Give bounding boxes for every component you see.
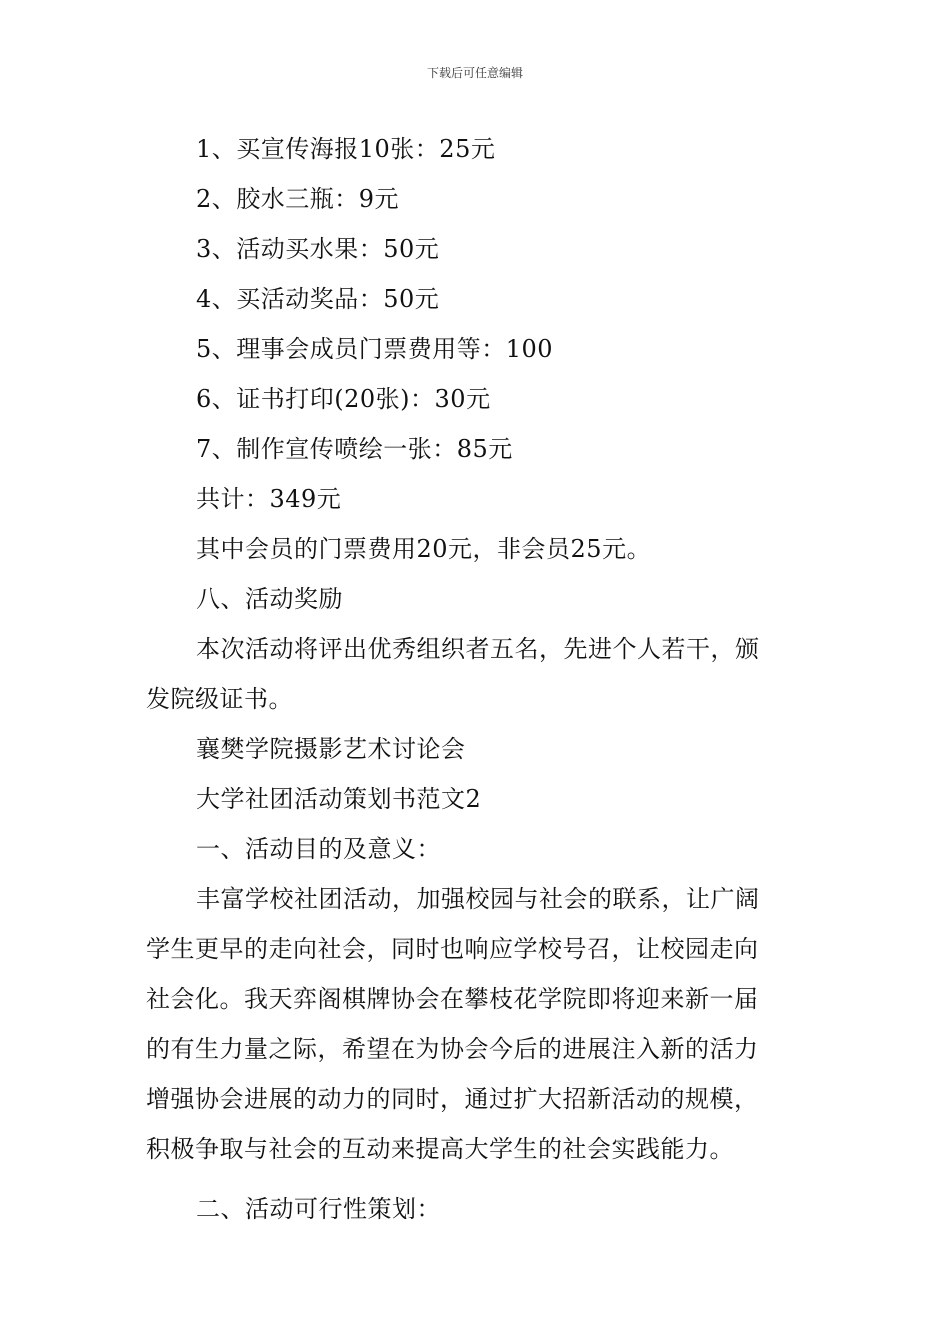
budget-item-6: 6、证书打印(20张)：30元 (196, 385, 491, 413)
document-body (146, 124, 810, 1234)
paragraph-line: 积极争取与社会的互动来提高大学生的社会实践能力。 (146, 1135, 734, 1163)
paragraph-line: 增强协会进展的动力的同时，通过扩大招新活动的规模， (146, 1085, 759, 1113)
section-heading-rewards: 八、活动奖励 (196, 585, 343, 613)
budget-item-5: 5、理事会成员门票费用等：100 (196, 335, 554, 363)
section-heading-purpose: 一、活动目的及意义： (196, 835, 441, 863)
paragraph-line: 发院级证书。 (146, 685, 293, 713)
page-header: 下载后可任意编辑 (426, 66, 523, 80)
paragraph-line: 社会化。我天弈阁棋牌协会在攀枝花学院即将迎来新一届 (146, 985, 759, 1013)
budget-item-4: 4、买活动奖品：50元 (196, 285, 440, 313)
section-heading-feasibility: 二、活动可行性策划： (196, 1195, 441, 1223)
ticket-fee-note: 其中会员的门票费用20元，非会员25元。 (196, 535, 652, 563)
budget-item-1: 1、买宣传海报10张：25元 (196, 135, 496, 163)
budget-item-2: 2、胶水三瓶：9元 (196, 185, 400, 213)
budget-item-3: 3、活动买水果：50元 (196, 235, 440, 263)
budget-total: 共计：349元 (196, 485, 342, 513)
document-title: 大学社团活动策划书范文2 (196, 785, 482, 813)
budget-item-7: 7、制作宣传喷绘一张：85元 (196, 435, 513, 463)
paragraph-line: 学生更早的走向社会，同时也响应学校号召，让校园走向 (146, 935, 759, 963)
paragraph-line: 本次活动将评出优秀组织者五名，先进个人若干，颁 (196, 635, 760, 663)
paragraph-line: 丰富学校社团活动，加强校园与社会的联系，让广阔 (196, 885, 760, 913)
paragraph-line: 的有生力量之际，希望在为协会今后的进展注入新的活力 (146, 1035, 759, 1063)
organizer-name: 襄樊学院摄影艺术讨论会 (196, 735, 466, 763)
